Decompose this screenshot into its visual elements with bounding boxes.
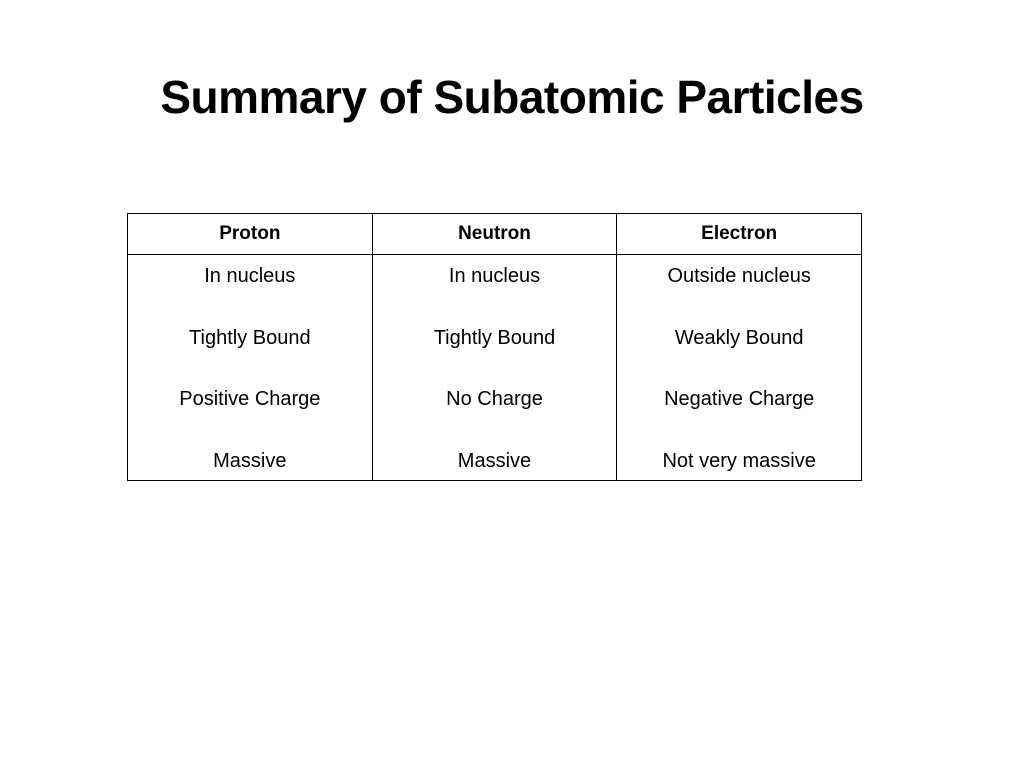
electron-location: Outside nucleus — [667, 265, 811, 287]
particles-table — [127, 213, 862, 481]
neutron-binding: Tightly Bound — [433, 326, 556, 349]
electron-properties-cell — [617, 255, 862, 481]
header-proton: Proton — [128, 214, 373, 255]
table-row — [128, 255, 862, 481]
neutron-location: In nucleus — [448, 265, 541, 287]
proton-properties-cell — [128, 255, 373, 481]
electron-charge: Negative Charge — [664, 388, 815, 410]
header-neutron: Neutron — [372, 214, 617, 255]
table-header-row — [128, 214, 862, 255]
header-electron: Electron — [617, 214, 862, 255]
proton-charge: Positive Charge — [179, 388, 321, 410]
electron-binding: Weakly Bound — [674, 326, 804, 349]
proton-mass: Massive — [213, 449, 287, 472]
slide-title: Summary of Subatomic Particles — [160, 71, 864, 123]
proton-location: In nucleus — [204, 265, 296, 287]
electron-mass: Not very massive — [662, 449, 816, 472]
neutron-properties-cell — [372, 255, 617, 481]
proton-binding: Tightly Bound — [189, 326, 311, 349]
neutron-mass: Massive — [457, 449, 532, 472]
neutron-charge: No Charge — [446, 388, 543, 410]
